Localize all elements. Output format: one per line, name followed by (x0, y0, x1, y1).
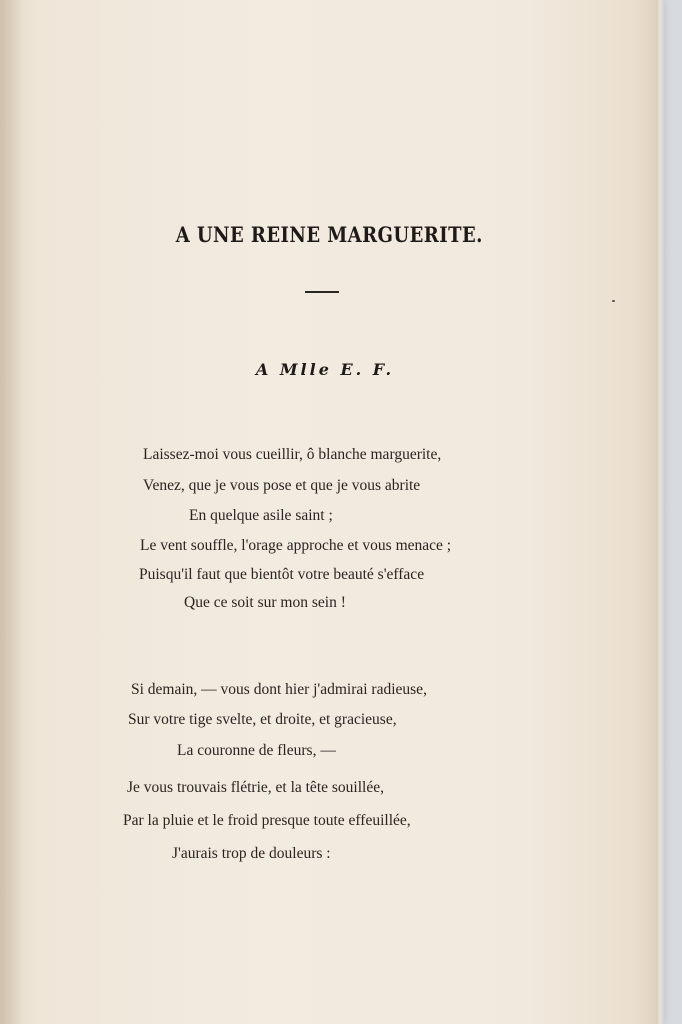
verse-line: Par la pluie et le froid presque toute effeuillée, (123, 812, 411, 829)
verse-line: Le vent souffle, l'orage approche et vous menace ; (140, 537, 452, 554)
verse-line: J'aurais trop de douleurs : (172, 845, 331, 862)
verse-line: Je vous trouvais flétrie, et la tête souillée, (127, 779, 384, 796)
verse-line: Venez, que je vous pose et que je vous abrite (143, 477, 421, 494)
verse-line: La couronne de fleurs, — (177, 742, 336, 759)
verse-line: Que ce soit sur mon sein ! (184, 594, 346, 611)
verse-line: Sur votre tige svelte, et droite, et gracieuse, (128, 711, 397, 728)
dedication: A Mlle E. F. (255, 360, 395, 379)
verse-line: Puisqu'il faut que bientôt votre beauté s'efface (139, 566, 425, 583)
verse-line: Laissez-moi vous cueillir, ô blanche marguerite, (143, 446, 442, 463)
paper-speck (612, 300, 615, 302)
poem-title: A UNE REINE MARGUERITE. (175, 222, 483, 247)
page-gutter (0, 0, 22, 1024)
verse-line: En quelque asile saint ; (189, 507, 333, 524)
verse-line: Si demain, — vous dont hier j'admirai radieuse, (131, 681, 427, 698)
title-rule (305, 291, 339, 293)
page-edge (656, 0, 664, 1024)
